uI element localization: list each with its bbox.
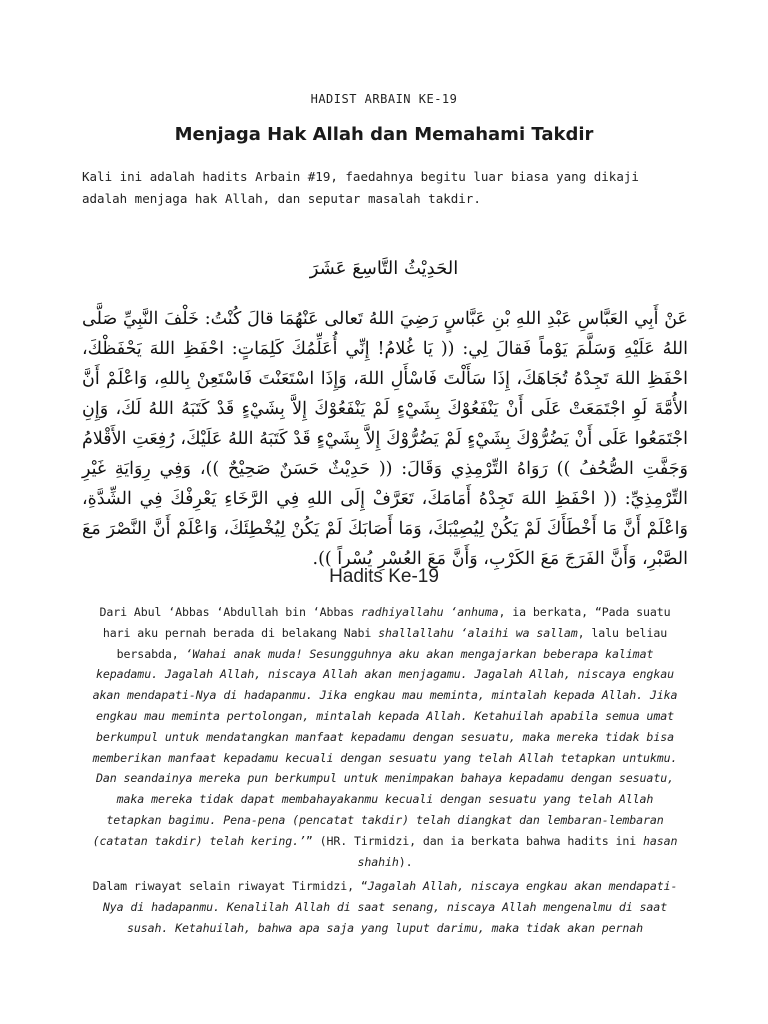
- intro-paragraph: Kali ini adalah hadits Arbain #19, faedahnya begitu luar biasa yang dikaji adalah menjaga hak Allah, dan seputar masalah takdir.: [82, 169, 639, 206]
- translation-text: , ia berkata, “Pada suatu hari aku pernah berada di belakang Nabi: [102, 605, 671, 640]
- translation-italic: shallallahu ‘alaihi wa sallam: [378, 625, 578, 640]
- translation-quote: ‘Wahai anak muda! Sesungguhnya aku akan mengajarkan beberapa kalimat kepadamu. Jagalah Allah, niscaya Allah akan menjagamu. Jagalah Allah, niscaya engkau akan mendapati-Nya di hadapanmu. Jika engkau mau meminta, mintalah kepada Allah. Jika engkau mau meminta pertolongan, mintalah kepada Allah. Ketahuilah apabila semua umat berkumpul untuk mendatangkan manfaat kepadamu dengan sesuatu, maka mereka tidak bisa memberikan manfaat kepadamu kecuali dengan sesuatu yang telah Allah tetapkan untukmu. Dan seandainya mereka pun berkumpul untuk menimpakan bahaya kepadamu dengan sesuatu, maka mereka tidak dapat membahayakanmu kecuali dengan sesuatu yang telah Allah tetapkan bagimu. Pena-pena (pencatat takdir) telah diangkat dan lembaran-lembaran (catatan takdir) telah kering.’: [92, 646, 678, 848]
- translation-text: ” (HR. Tirmidzi, dan ia berkata bahwa hadits ini: [305, 833, 643, 848]
- section-heading: Hadits Ke-19: [329, 566, 439, 587]
- translation-italic: hasan shahih: [357, 833, 678, 869]
- translation-text: Dari Abul ‘Abbas ‘Abdullah bin ‘Abbas: [99, 605, 361, 619]
- translation-italic: radhiyallahu ‘anhuma: [360, 605, 499, 619]
- translation-paragraph: [90, 602, 680, 872]
- riwayat-paragraph: [90, 876, 680, 938]
- page-title: Menjaga Hak Allah dan Memahami Takdir: [174, 124, 594, 145]
- arabic-hadith-text: عَنْ أَبِي العَبَّاسِ عَبْدِ اللهِ بْنِ عَبَّاسٍ رَضِيَ اللهُ تَعالى عَنْهُمَا قالَ كُنْتُ: خَلْفَ النَّبِيِّ صَلَّى اللهُ عَلَيْهِ وَسَلَّمَ يَوْماً فَقالَ لِي: (( يَا غُلامُ! إِنِّي أُعَلِّمُكَ كَلِمَاتٍ: احْفَظِ اللهَ يَحْفَظْكَ، احْفَظِ اللهَ تَجِدْهُ تُجَاهَكَ، إِذَا سَأَلْتَ فَاسْأَلِ اللهَ، وَإِذَا اسْتَعَنْتَ فَاسْتَعِنْ بِاللهِ، وَاعْلَمْ أَنَّ الأُمَّةَ لَوِ اجْتَمَعَتْ عَلَى أَنْ يَنْفَعُوْكَ بِشَيْءٍ لَمْ يَنْفَعُوْكَ إِلاَّ بِشَيْءٍ قَدْ كَتَبَهُ اللهُ لَكَ، وَإِنِ اجْتَمَعُوا عَلَى أَنْ يَضُرُّوْكَ بِشَيْءٍ لَمْ يَضُرُّوْكَ إِلاَّ بِشَيْءٍ قَدْ كَتَبَهُ اللهُ عَلَيْكَ، رُفِعَتِ الأَقْلامُ وَجَفَّتِ الصُّحُفُ )) رَوَاهُ التِّرْمِذِي وَقَالَ: (( حَدِيْثٌ حَسَنٌ صَحِيْحٌ ))، وَفِي رِوَايَةِ غَيْرِ التِّرْمِذِيِّ: (( احْفَظِ اللهَ تَجِدْهُ أَمَامَكَ، تَعَرَّفْ إِلَى اللهِ فِي الرَّخَاءِ يَعْرِفْكَ فِي الشِّدَّةِ، وَاعْلَمْ أَنَّ مَا أَخْطَأَكَ لَمْ يَكُنْ لِيُصِيْبَكَ، وَمَا أَصَابَكَ لَمْ يَكُنْ لِيُخْطِئَكَ، وَاعْلَمْ أَنَّ النَّصْرَ مَعَ الصَّبْرِ، وَأَنَّ الفَرَجَ مَعَ الكَرْبِ، وَأَنَّ مَعَ العُسْرِ يُسْراً )).: [82, 309, 688, 569]
- riwayat-text: Dalam riwayat selain riwayat Tirmidzi, “: [92, 879, 368, 893]
- translation-text: ).: [398, 854, 413, 869]
- arabic-heading: الحَدِيْثُ التَّاسِعَ عَشَرَ: [309, 258, 459, 279]
- translation-text: , lalu beliau bersabda,: [116, 625, 668, 661]
- riwayat-quote: Jagalah Allah, niscaya engkau akan mendapati-Nya di hadapanmu. Kenalilah Allah di saat senang, niscaya Allah mengenalmu di saat susah. Ketahuilah, bahwa apa saja yang luput darimu, maka tidak akan pernah: [102, 879, 678, 935]
- document-label: HADIST ARBAIN KE-19: [310, 92, 458, 106]
